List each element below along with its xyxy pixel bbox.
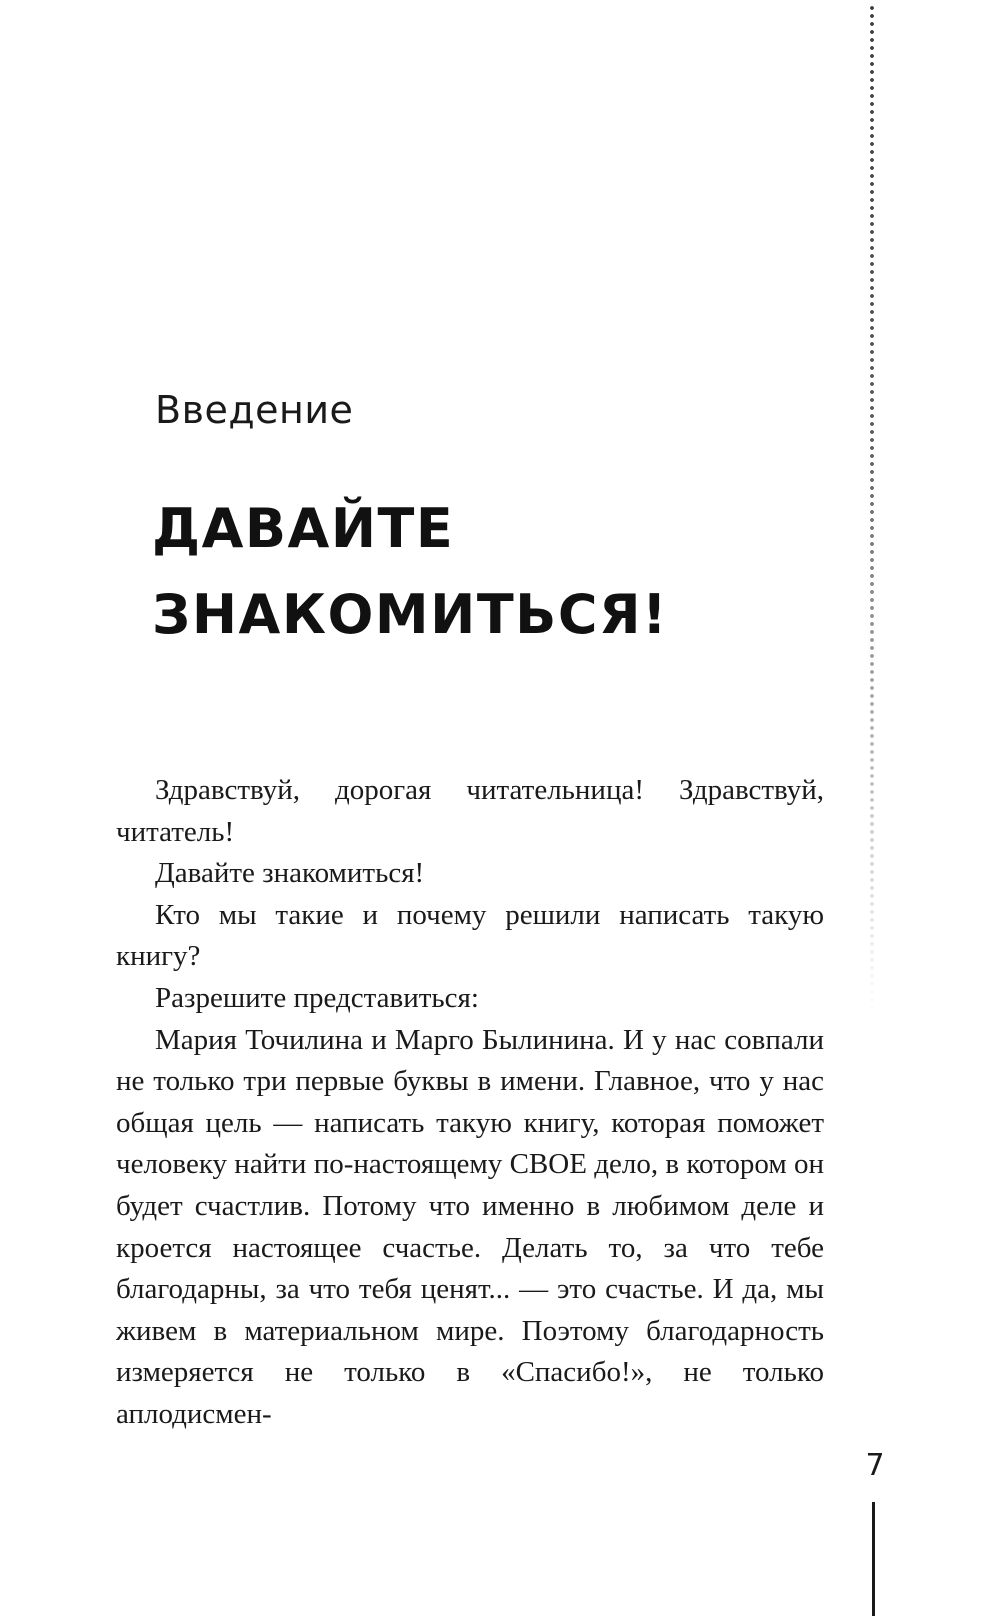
paragraph-greeting: Здравствуй, дорогая читательница! Здравствуй, читатель! xyxy=(116,774,824,848)
dotted-margin-rule xyxy=(868,4,876,1264)
body-text xyxy=(116,770,824,1436)
chapter-title-line-2: ЗНАКОМИТЬСЯ! xyxy=(152,583,669,646)
page-number: 7 xyxy=(865,1448,885,1483)
section-label: Введение xyxy=(155,388,354,432)
chapter-title-line-1: ДАВАЙТЕ xyxy=(152,497,455,560)
margin-rule xyxy=(872,1502,875,1616)
paragraph-authors: Мария Точилина и Марго Былинина. И у нас совпали не только три первые буквы в имени. Главное, что у нас общая цель — написать такую книгу, которая поможет человеку найти по-настоящему СВОЕ дело, в котором он будет счастлив. Потому что именно в любимом деле и кроется настоящее счастье. Делать то, за что тебе благодарны, за что тебя ценят... — это счастье. И да, мы живем в материальном мире. Поэтому благодарность измеряется не только в «Спасибо!», не только аплодисмен- xyxy=(116,1023,824,1430)
paragraph-lets-meet: Давайте знакомиться! xyxy=(155,857,425,890)
chapter-title xyxy=(152,486,668,658)
paragraph-introduce: Разрешите представиться: xyxy=(155,981,479,1014)
paragraph-who-we-are: Кто мы такие и почему решили написать такую книгу? xyxy=(116,898,824,973)
